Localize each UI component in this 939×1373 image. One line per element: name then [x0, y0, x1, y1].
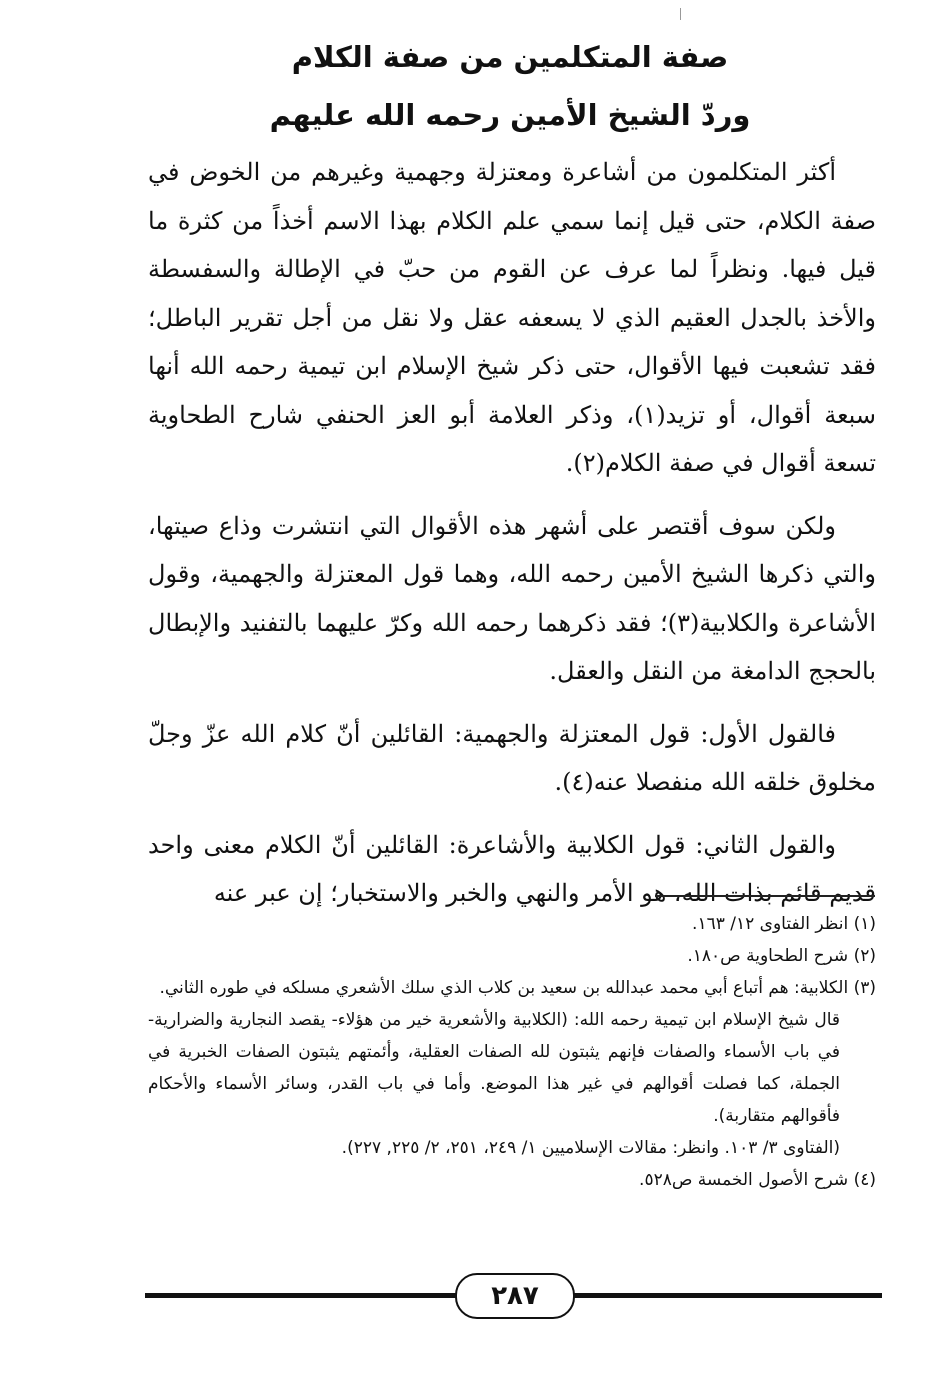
paragraph	[148, 821, 876, 918]
chapter-subtitle: وردّ الشيخ الأمين رحمه الله عليهم	[269, 98, 751, 132]
footnote: (٣) الكلابية: هم أتباع أبي محمد عبدالله بن سعيد بن كلاب الذي سلك الأشعري مسلكه في طوره الثاني.	[159, 978, 876, 998]
footnote: (٢) شرح الطحاوية ص١٨٠.	[687, 946, 876, 966]
page-footer	[145, 1273, 882, 1319]
page-number: ٢٨٧	[455, 1273, 575, 1319]
scan-mark	[680, 8, 681, 20]
footnote-separator	[655, 895, 875, 897]
footnote-continuation: (الفتاوى ٣/ ١٠٣. وانظر: مقالات الإسلاميين ١/ ٢٤٩، ٢٥١، ٢/ ٢٢٥, ٢٢٧).	[341, 1138, 840, 1158]
footnotes	[148, 908, 876, 1196]
body-text	[148, 148, 876, 932]
paragraph-text: فالقول الأول: قول المعتزلة والجهمية: القائلين أنّ كلام الله عزّ وجلّ مخلوق خلقه الله منفصلا عنه(٤).	[148, 719, 876, 796]
footnote-continuation: قال شيخ الإسلام ابن تيمية رحمه الله: (الكلابية والأشعرية خير من هؤلاء- يقصد النجارية والضرارية- في باب الأسماء والصفات فإنهم يثبتون لله الصفات العقلية، وأئمتهم يثبتون الصفات الخبرية في الجملة، كما فصلت أقوالهم في غير هذا الموضع. وأما في باب القدر، وسائر الأسماء والأحكام فأقوالهم متقاربة).	[148, 1010, 840, 1126]
paragraph	[148, 502, 876, 696]
paragraph	[148, 710, 876, 807]
footnote: (٤) شرح الأصول الخمسة ص٥٢٨.	[639, 1170, 876, 1190]
paragraph-text: ولكن سوف أقتصر على أشهر هذه الأقوال التي انتشرت وذاع صيتها، والتي ذكرها الشيخ الأمين رحمه الله، وهما قول المعتزلة والجهمية، وقول الأشاعرة والكلابية(٣)؛ فقد ذكرهما رحمه الله وكرّ عليهما بالتفنيد والإبطال بالحجج الدامغة من النقل والعقل.	[148, 511, 876, 685]
paragraph-text: أكثر المتكلمون من أشاعرة ومعتزلة وجهمية وغيرهم من الخوض في صفة الكلام، حتى قيل إنما سمي علم الكلام بهذا الاسم أخذاً من كثرة ما قيل فيها. ونظراً لما عرف عن القوم من حبّ في الإطالة والسفسطة والأخذ بالجدل العقيم الذي لا يسعفه عقل ولا نقل من أجل تقرير الباطل؛ فقد تشعبت فيها الأقوال، حتى ذكر شيخ الإسلام ابن تيمية رحمه الله أنها سبعة أقوال، أو تزيد(١)، وذكر العلامة أبو العز الحنفي شارح الطحاوية تسعة أقوال في صفة الكلام(٢).	[148, 158, 877, 477]
chapter-title: صفة المتكلمين من صفة الكلام	[291, 40, 729, 74]
paragraph-text: والقول الثاني: قول الكلابية والأشاعرة: القائلين أنّ الكلام معنى واحد قديم قائم بذات الله، هو الأمر والنهي والخبر والاستخبار؛ إن عبر عنه	[148, 830, 876, 907]
chapter-headings	[150, 28, 870, 144]
paragraph	[148, 148, 876, 488]
footnote: (١) انظر الفتاوى ١٢/ ١٦٣.	[692, 914, 876, 934]
